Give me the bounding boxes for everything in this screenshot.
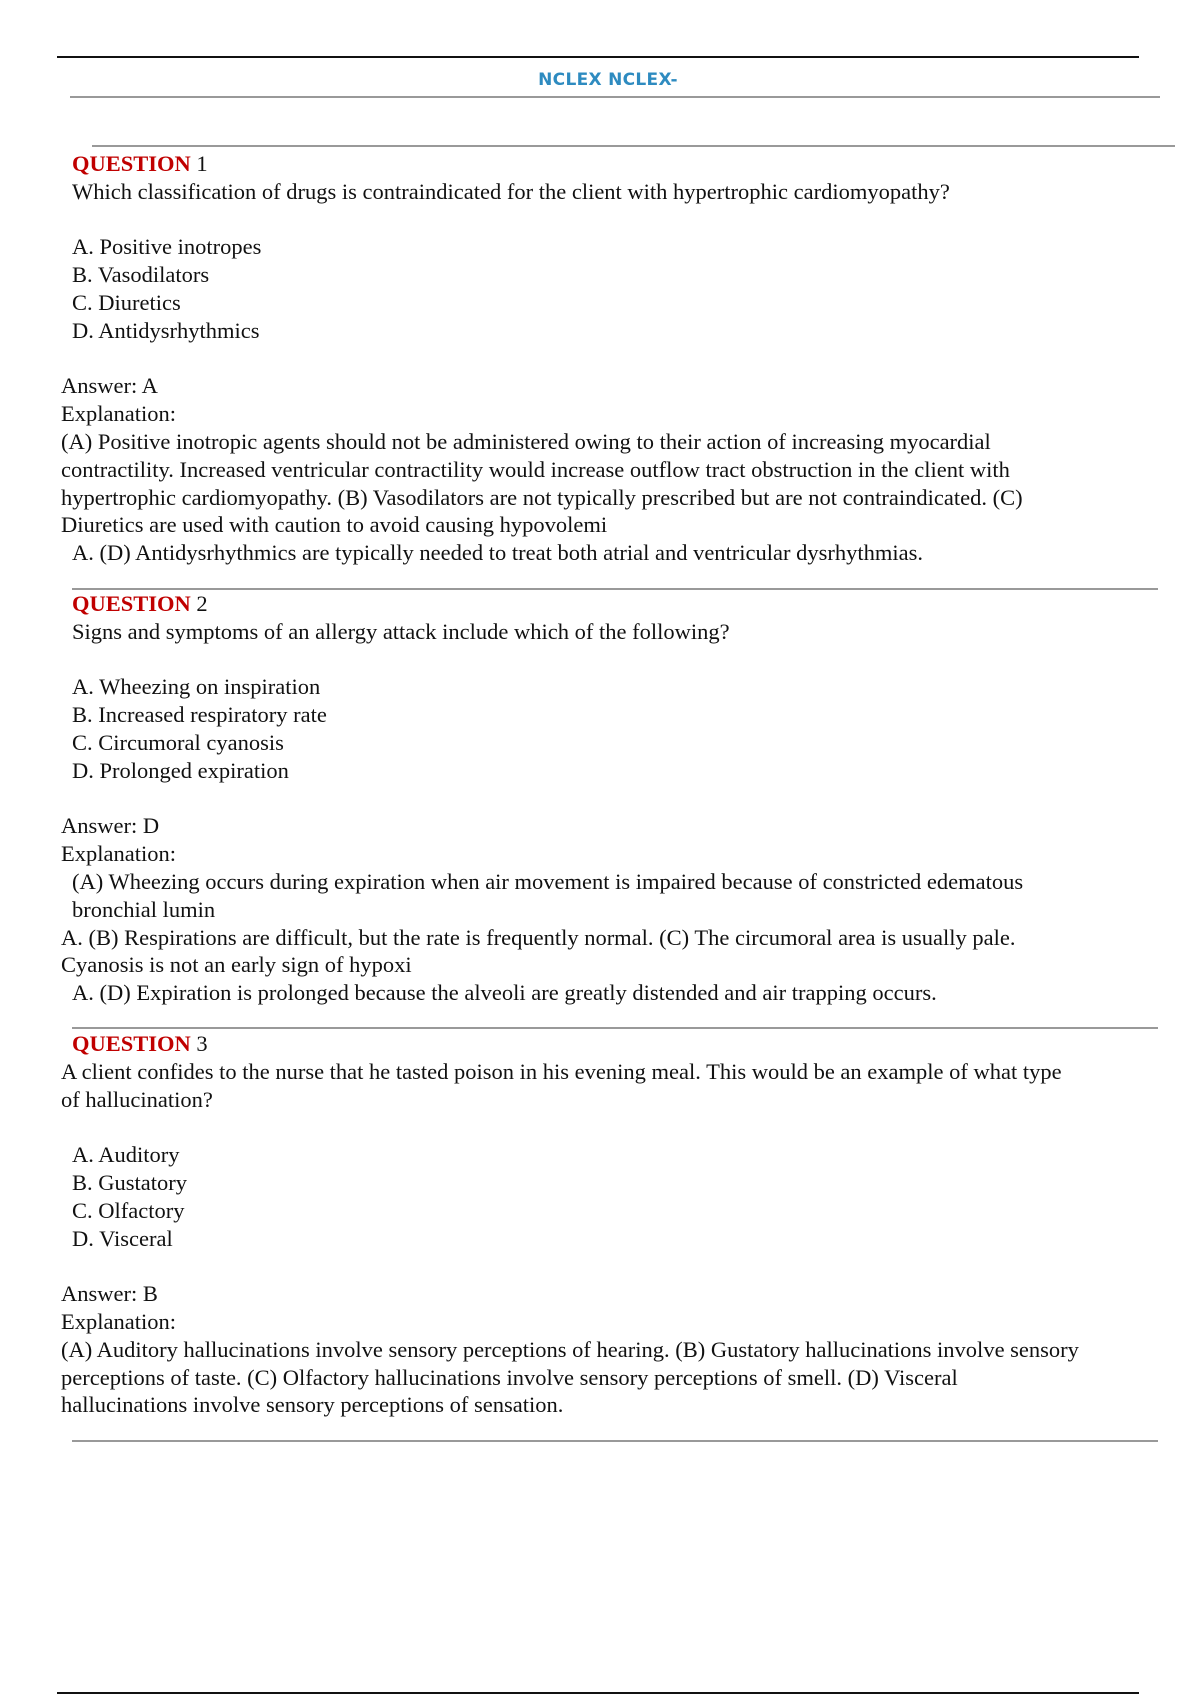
answer-option: B. Gustatory (72, 1170, 187, 1195)
explanation-label: Explanation: (61, 1309, 176, 1334)
answer-option: A. Positive inotropes (72, 234, 262, 260)
header-rule (70, 96, 1160, 98)
question-number: 3 (196, 1031, 208, 1056)
header-title: NCLEX NCLEX- (538, 70, 678, 90)
explanation-line: Cyanosis is not an early sign of hypoxi (61, 952, 412, 978)
explanation-line: A. (B) Respirations are difficult, but the rate is frequently normal. (C) The circumoral area is usually pale. (61, 924, 1016, 950)
explanation-line: bronchial lumin (72, 896, 216, 922)
answer-option: C. Olfactory (72, 1197, 185, 1223)
answer-key: Answer: B (61, 1281, 158, 1307)
question-text: Which classification of drugs is contraindicated for the client with hypertrophic cardiomyopathy? (72, 178, 950, 204)
answer-option: B. Vasodilators (72, 262, 210, 288)
answer-key: Answer: A (61, 373, 158, 399)
answer-key: Answer: D (61, 813, 160, 839)
question-heading (72, 590, 208, 618)
question-separator (72, 1440, 1158, 1442)
answer-option: D. Visceral (72, 1225, 173, 1251)
question-number: 1 (196, 151, 208, 176)
explanation-line: hypertrophic cardiomyopathy. (B) Vasodilators are not typically prescribed but are not contraindicated. (C) (61, 484, 1023, 510)
explanation-line: hallucinations involve sensory perceptions of sensation. (61, 1392, 564, 1418)
explanation-line: (A) Wheezing occurs during expiration when air movement is impaired because of constricted edematous (72, 869, 1024, 894)
top-rule (57, 56, 1139, 58)
explanation-line: perceptions of taste. (C) Olfactory hallucinations involve sensory perceptions of smell. (D) Visceral (61, 1364, 958, 1390)
question-separator (72, 1027, 1158, 1029)
explanation-line: Diuretics are used with caution to avoid causing hypovolemi (61, 512, 608, 538)
answer-option: A. Wheezing on inspiration (72, 674, 321, 700)
question-label: QUESTION (72, 1031, 191, 1056)
question-text: A client confides to the nurse that he tasted poison in his evening meal. This would be an example of what type (61, 1058, 1062, 1084)
answer-option: B. Increased respiratory rate (72, 702, 327, 728)
question-text: of hallucination? (61, 1086, 213, 1112)
question-heading (72, 1030, 208, 1058)
answer-option: D. Prolonged expiration (72, 757, 289, 783)
explanation-line: A. (D) Antidysrhythmics are typically needed to treat both atrial and ventricular dysrhythmias. (72, 540, 924, 566)
explanation-label: Explanation: (61, 401, 176, 427)
bottom-rule (57, 1692, 1139, 1694)
question-separator (72, 588, 1158, 590)
explanation-line: (A) Positive inotropic agents should not be administered owing to their action of increasing myocardial (61, 429, 991, 454)
explanation-label: Explanation: (61, 841, 176, 867)
answer-option: C. Circumoral cyanosis (72, 730, 284, 755)
question-label: QUESTION (72, 591, 191, 616)
question-heading (72, 150, 208, 178)
question-label: QUESTION (72, 151, 191, 176)
question-number: 2 (196, 591, 208, 616)
question-text: Signs and symptoms of an allergy attack include which of the following? (72, 618, 730, 644)
answer-option: A. Auditory (72, 1142, 180, 1168)
content-top-rule (92, 145, 1175, 147)
explanation-line: (A) Auditory hallucinations involve sensory perceptions of hearing. (B) Gustatory hallucinations involve sensory (61, 1336, 1079, 1362)
answer-option: D. Antidysrhythmics (72, 317, 260, 343)
explanation-line: contractility. Increased ventricular contractility would increase outflow tract obstruction in the client with (61, 456, 1010, 482)
explanation-line: A. (D) Expiration is prolonged because the alveoli are greatly distended and air trapping occurs. (72, 980, 937, 1006)
answer-option: C. Diuretics (72, 290, 181, 315)
